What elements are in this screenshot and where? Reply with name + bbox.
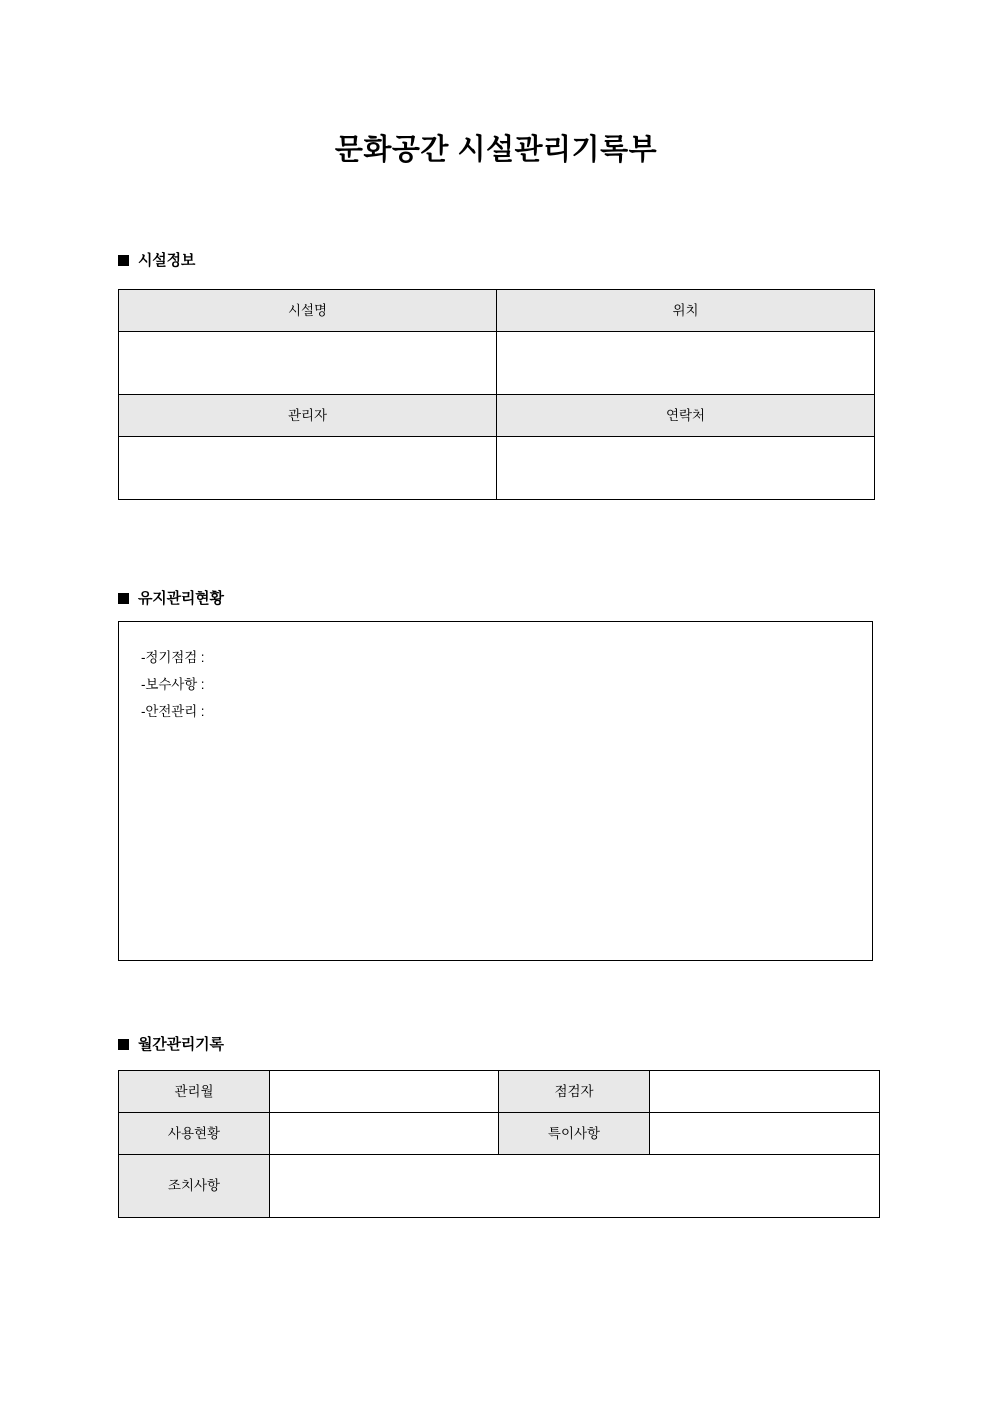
filled-square-bullet-icon [118, 1039, 129, 1050]
facility-name-value[interactable] [119, 332, 497, 395]
table-row [119, 437, 875, 500]
action-items-label: 조치사항 [119, 1155, 270, 1218]
section-heading-facility-info [118, 253, 195, 268]
filled-square-bullet-icon [118, 593, 129, 604]
management-month-value[interactable] [270, 1071, 499, 1113]
section-heading-label: 유지관리현황 [138, 590, 224, 607]
table-row [119, 1155, 880, 1218]
usage-status-label: 사용현황 [119, 1113, 270, 1155]
page-title: 문화공간 시설관리기록부 [334, 134, 658, 166]
special-notes-value[interactable] [650, 1113, 880, 1155]
table-row [119, 332, 875, 395]
inspector-label: 점검자 [499, 1071, 650, 1113]
usage-status-value[interactable] [270, 1113, 499, 1155]
special-notes-label: 특이사항 [499, 1113, 650, 1155]
maintenance-line-regular-inspection: -정기점검 : [141, 650, 205, 665]
management-month-label: 관리월 [119, 1071, 270, 1113]
maintenance-line-repair-items: -보수사항 : [141, 677, 205, 692]
contact-header: 연락처 [497, 395, 875, 437]
facility-info-table [118, 289, 875, 500]
table-row [119, 395, 875, 437]
facility-name-header: 시설명 [119, 290, 497, 332]
table-row [119, 290, 875, 332]
section-heading-maintenance-status [118, 591, 224, 606]
action-items-value[interactable] [270, 1155, 880, 1218]
section-heading-label: 월간관리기록 [138, 1036, 224, 1053]
contact-value[interactable] [497, 437, 875, 500]
location-value[interactable] [497, 332, 875, 395]
table-row [119, 1071, 880, 1113]
manager-header: 관리자 [119, 395, 497, 437]
table-row [119, 1113, 880, 1155]
section-heading-monthly-record [118, 1037, 224, 1052]
inspector-value[interactable] [650, 1071, 880, 1113]
monthly-record-table [118, 1070, 880, 1218]
manager-value[interactable] [119, 437, 497, 500]
maintenance-line-safety-management: -안전관리 : [141, 704, 205, 719]
maintenance-status-box[interactable] [118, 621, 873, 961]
filled-square-bullet-icon [118, 255, 129, 266]
section-heading-label: 시설정보 [138, 252, 196, 269]
location-header: 위치 [497, 290, 875, 332]
